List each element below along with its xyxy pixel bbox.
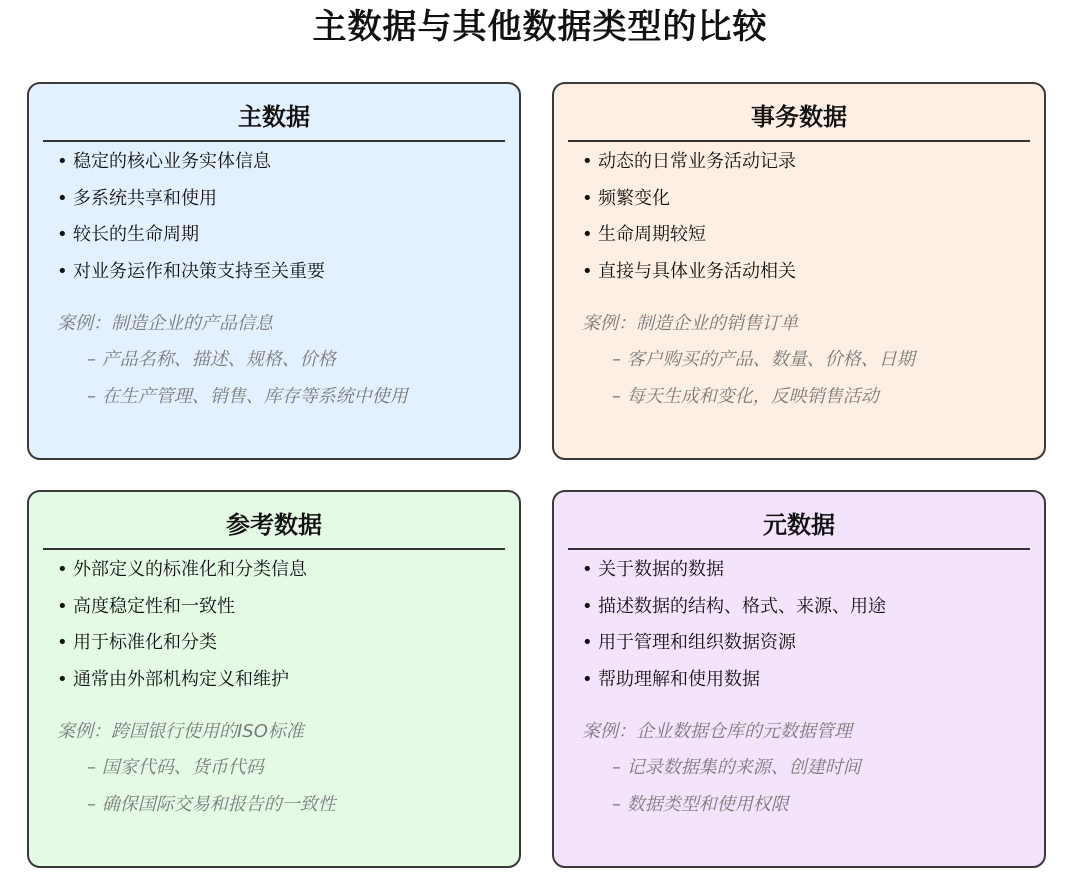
bullet-text: 动态的日常业务活动记录 <box>598 151 796 172</box>
example-heading: 案例：跨国银行使用的ISO标准 <box>57 721 304 742</box>
bullet-dot-icon: • <box>57 559 68 580</box>
bullet-text: 帮助理解和使用数据 <box>598 668 760 690</box>
bullet-item <box>582 595 886 619</box>
bullet-item <box>582 668 886 692</box>
bullet-text: 关于数据的数据 <box>598 559 724 580</box>
bullet-item <box>582 223 796 247</box>
example-text: 国家代码、货币代码 <box>101 757 264 778</box>
example-item <box>612 793 861 817</box>
bullet-text: 外部定义的标准化和分类信息 <box>73 559 307 580</box>
master-data-box <box>27 82 521 460</box>
dash-icon: – <box>612 349 621 370</box>
bullet-dot-icon: • <box>57 224 68 245</box>
dash-icon: – <box>612 757 621 778</box>
box-title: 元数据 <box>763 511 835 539</box>
dash-icon: – <box>87 793 96 815</box>
bullet-list <box>57 558 307 704</box>
bullet-text: 用于管理和组织数据资源 <box>598 632 796 653</box>
bullet-text: 频繁变化 <box>598 187 670 209</box>
bullet-dot-icon: • <box>582 260 593 282</box>
example-item <box>87 793 336 817</box>
bullet-text: 直接与具体业务活动相关 <box>598 260 796 282</box>
example-text: 客户购买的产品、数量、价格、日期 <box>626 349 915 370</box>
bullet-dot-icon: • <box>57 632 68 653</box>
example-item <box>87 348 408 372</box>
bullet-list <box>582 150 796 296</box>
example-item <box>612 348 915 372</box>
example-text: 确保国际交易和报告的一致性 <box>101 793 336 815</box>
bullet-text: 高度稳定性和一致性 <box>73 595 235 617</box>
bullet-text: 较长的生命周期 <box>73 224 199 245</box>
dash-icon: – <box>87 349 96 370</box>
bullet-dot-icon: • <box>582 668 593 690</box>
example-text: 在生产管理、销售、库存等系统中使用 <box>101 385 408 407</box>
bullet-text: 多系统共享和使用 <box>73 187 217 209</box>
example-text: 每天生成和变化，反映销售活动 <box>626 385 879 407</box>
example-list <box>612 756 861 829</box>
dash-icon: – <box>612 385 621 407</box>
bullet-item <box>57 223 325 247</box>
dash-icon: – <box>87 757 96 778</box>
bullet-item <box>57 558 307 582</box>
bullet-dot-icon: • <box>582 224 593 245</box>
bullet-dot-icon: • <box>582 151 593 172</box>
title-divider <box>43 140 505 142</box>
bullet-text: 用于标准化和分类 <box>73 632 217 653</box>
bullet-text: 生命周期较短 <box>598 224 706 245</box>
bullet-item <box>57 187 325 211</box>
metadata-box <box>552 490 1046 868</box>
example-heading: 案例：企业数据仓库的元数据管理 <box>582 721 852 742</box>
example-item <box>612 385 915 409</box>
box-title: 主数据 <box>238 103 310 131</box>
example-list <box>612 348 915 421</box>
example-list <box>87 348 408 421</box>
bullet-item <box>57 595 307 619</box>
bullet-item <box>57 631 307 655</box>
bullet-dot-icon: • <box>582 187 593 209</box>
bullet-text: 描述数据的结构、格式、来源、用途 <box>598 595 886 617</box>
bullet-item <box>57 260 325 284</box>
example-text: 数据类型和使用权限 <box>626 793 789 815</box>
bullet-dot-icon: • <box>582 559 593 580</box>
bullet-dot-icon: • <box>57 595 68 617</box>
transaction-data-box <box>552 82 1046 460</box>
bullet-dot-icon: • <box>57 187 68 209</box>
example-heading: 案例：制造企业的产品信息 <box>57 313 273 334</box>
bullet-dot-icon: • <box>57 260 68 282</box>
bullet-item <box>57 668 307 692</box>
bullet-item <box>582 187 796 211</box>
bullet-item <box>582 631 886 655</box>
title-divider <box>568 140 1030 142</box>
dash-icon: – <box>87 385 96 407</box>
title-divider <box>43 548 505 550</box>
bullet-list <box>582 558 886 704</box>
bullet-text: 对业务运作和决策支持至关重要 <box>73 260 325 282</box>
bullet-text: 稳定的核心业务实体信息 <box>73 151 271 172</box>
bullet-item <box>582 558 886 582</box>
box-title: 事务数据 <box>751 103 847 131</box>
example-item <box>87 385 408 409</box>
bullet-dot-icon: • <box>57 668 68 690</box>
bullet-item <box>57 150 325 174</box>
example-item <box>87 756 336 780</box>
bullet-dot-icon: • <box>582 595 593 617</box>
dash-icon: – <box>612 793 621 815</box>
example-list <box>87 756 336 829</box>
bullet-item <box>582 150 796 174</box>
bullet-list <box>57 150 325 296</box>
bullet-text: 通常由外部机构定义和维护 <box>73 668 289 690</box>
bullet-item <box>582 260 796 284</box>
bullet-dot-icon: • <box>582 632 593 653</box>
reference-data-box <box>27 490 521 868</box>
page-title: 主数据与其他数据类型的比较 <box>312 7 768 47</box>
title-divider <box>568 548 1030 550</box>
example-item <box>612 756 861 780</box>
example-heading: 案例：制造企业的销售订单 <box>582 313 798 334</box>
box-title: 参考数据 <box>226 511 322 539</box>
bullet-dot-icon: • <box>57 151 68 172</box>
example-text: 产品名称、描述、规格、价格 <box>101 349 336 370</box>
example-text: 记录数据集的来源、创建时间 <box>626 757 861 778</box>
